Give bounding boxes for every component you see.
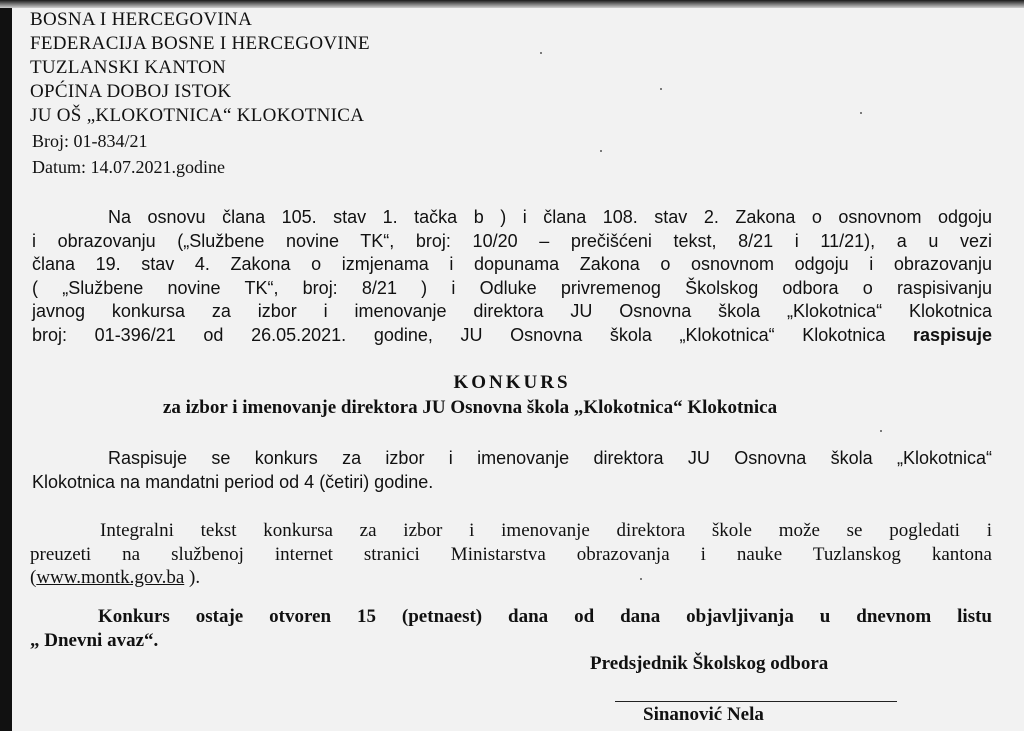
header-school: JU OŠ „KLOKOTNICA“ KLOKOTNICA: [30, 105, 365, 126]
signature-line: [615, 701, 897, 702]
scan-speck: [600, 150, 602, 152]
integral-line: preuzeti na službenoj internet stranici Ministarstva obrazovanja i nauke Tuzlanskog kantona: [30, 543, 992, 565]
signature-role: Predsjednik Školskog odbora: [590, 653, 829, 674]
intro-line: ( „Službene novine TK“, broj: 8/21 ) i Odluke privremenog Školskog odbora o raspisivanju: [32, 277, 992, 298]
intro-line: i obrazovanju („Službene novine TK“, broj: 10/20 – prečišćeni tekst, 8/21 i 11/21), a u vezi: [32, 230, 992, 251]
deadline-line: „ Dnevni avaz“.: [30, 629, 159, 651]
intro-line: člana 19. stav 4. Zakona o izmjenama i dopunama Zakona o osnovnom odgoju i obrazovanju: [32, 254, 992, 274]
header-canton: TUZLANSKI KANTON: [30, 57, 227, 78]
paren-close: ).: [184, 567, 201, 588]
raspisuje-word: raspisuje: [912, 324, 992, 345]
document-number: Broj: 01-834/21: [32, 131, 148, 151]
scan-speck: [860, 112, 862, 114]
ministry-link[interactable]: www.montk.gov.ba: [36, 567, 185, 588]
mandate-paragraph: [32, 447, 992, 494]
scan-speck: [660, 88, 662, 90]
signature-name: Sinanović Nela: [643, 704, 764, 725]
scan-speck: [640, 578, 642, 580]
integral-text-paragraph: [30, 519, 992, 590]
deadline-notice: [30, 605, 992, 652]
konkurs-title: KONKURS: [453, 372, 571, 393]
intro-line-final: [32, 324, 992, 348]
intro-line: javnog konkursa za izbor i imenovanje direktora JU Osnovna škola „Klokotnica“ Klokotnica: [32, 301, 992, 321]
deadline-line: Konkurs ostaje otvoren 15 (petnaest) dana od dana objavljivanja u dnevnom listu: [98, 606, 992, 627]
scan-speck: [540, 52, 542, 54]
intro-line: Na osnovu člana 105. stav 1. tačka b ) i člana 108. stav 2. Zakona o osnovnom odgoju: [108, 207, 992, 227]
scan-speck: [880, 430, 882, 432]
header-federation: FEDERACIJA BOSNE I HERCEGOVINE: [30, 33, 370, 54]
intro-paragraph: [32, 206, 992, 347]
integral-line: Integralni tekst konkursa za izbor i imenovanje direktora škole može se pogledati i: [100, 520, 992, 541]
konkurs-subtitle: za izbor i imenovanje direktora JU Osnovna škola „Klokotnica“ Klokotnica: [162, 397, 778, 418]
mandate-line: Raspisuje se konkurs za izbor i imenovanje direktora JU Osnovna škola „Klokotnica“: [108, 448, 992, 468]
intro-final-text: broj: 01-396/21 od 26.05.2021. godine, JU Osnovna škola „Klokotnica“ Klokotnica: [32, 324, 913, 345]
header-country: BOSNA I HERCEGOVINA: [30, 9, 253, 30]
document-date: Datum: 14.07.2021.godine: [32, 157, 225, 177]
header-municipality: OPĆINA DOBOJ ISTOK: [30, 81, 232, 102]
mandate-line: Klokotnica na mandatni period od 4 (četiri) godine.: [32, 471, 434, 492]
integral-line-link: [30, 566, 992, 590]
paren-open: (: [30, 567, 37, 588]
